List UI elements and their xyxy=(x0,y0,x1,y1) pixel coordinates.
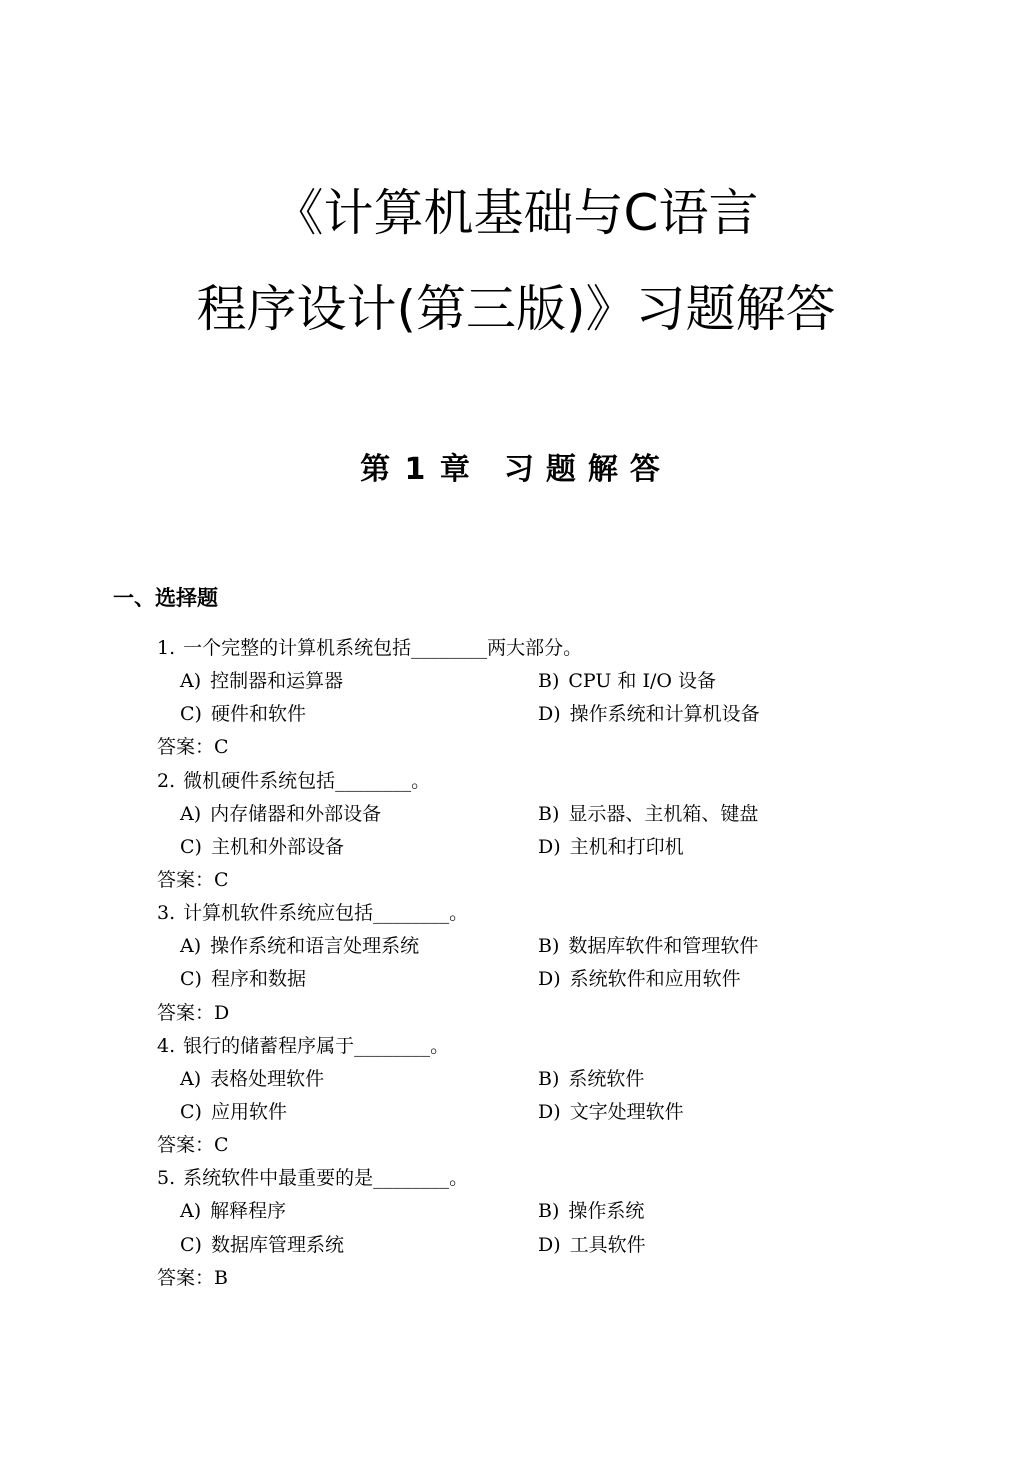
answer-line: 答案：C xyxy=(157,868,229,891)
question-stem xyxy=(0,1030,1032,1063)
question-text: 计算机软件系统应包括________。 xyxy=(183,902,469,925)
option-a: A) 控制器和运算器 xyxy=(180,670,344,693)
chapter-number: 第 1 章 xyxy=(360,452,472,487)
book-title-line-2: 程序设计(第三版)》习题解答 xyxy=(196,280,836,338)
book-title-line-1: 《计算机基础与C语言 xyxy=(273,184,759,242)
option-row xyxy=(0,930,1032,963)
question-stem xyxy=(0,765,1032,798)
answer-line: 答案：D xyxy=(157,1001,230,1024)
question-text: 微机硬件系统包括________。 xyxy=(183,769,431,792)
option-d: D) 工具软件 xyxy=(538,1233,646,1256)
answer-line: 答案：B xyxy=(157,1266,228,1289)
question-text: 银行的储蓄程序属于________。 xyxy=(183,1034,450,1057)
option-c: C) 程序和数据 xyxy=(180,968,306,991)
option-a: A) 内存储器和外部设备 xyxy=(180,802,382,825)
option-a: A) 解释程序 xyxy=(180,1200,287,1223)
option-row xyxy=(0,831,1032,864)
option-b: B) 操作系统 xyxy=(538,1200,645,1223)
chapter-title xyxy=(0,450,1032,490)
option-b: B) CPU 和 I/O 设备 xyxy=(538,670,716,693)
answer-line: 答案：C xyxy=(157,736,229,759)
question-number: 3. xyxy=(157,902,176,925)
question-text: 系统软件中最重要的是________。 xyxy=(183,1167,469,1190)
section-heading: 一、选择题 xyxy=(113,586,218,610)
chapter-name: 习题解答 xyxy=(503,452,672,487)
option-row xyxy=(0,1096,1032,1129)
option-b: B) 显示器、主机箱、键盘 xyxy=(538,802,759,825)
answer-line: 答案：C xyxy=(157,1134,229,1157)
option-row xyxy=(0,798,1032,831)
question-stem xyxy=(0,1162,1032,1195)
option-row xyxy=(0,1195,1032,1228)
option-row xyxy=(0,665,1032,698)
option-row xyxy=(0,1229,1032,1262)
question-text: 一个完整的计算机系统包括________两大部分。 xyxy=(183,637,583,659)
option-row xyxy=(0,963,1032,996)
question-number: 5. xyxy=(157,1167,176,1190)
option-c: C) 数据库管理系统 xyxy=(180,1233,344,1256)
option-d: D) 主机和打印机 xyxy=(538,835,684,858)
option-d: D) 文字处理软件 xyxy=(538,1100,684,1123)
question-stem xyxy=(0,632,1032,665)
question-number: 2. xyxy=(157,769,176,792)
option-d: D) 操作系统和计算机设备 xyxy=(538,703,760,726)
option-c: C) 硬件和软件 xyxy=(180,703,306,726)
option-a: A) 操作系统和语言处理系统 xyxy=(180,935,420,958)
option-b: B) 数据库软件和管理软件 xyxy=(538,935,759,958)
option-row xyxy=(0,698,1032,731)
question-list xyxy=(0,632,1032,1295)
option-row xyxy=(0,1063,1032,1096)
question-number: 1. xyxy=(157,637,176,659)
option-d: D) 系统软件和应用软件 xyxy=(538,968,741,991)
question-stem xyxy=(0,897,1032,930)
option-c: C) 应用软件 xyxy=(180,1100,287,1123)
option-c: C) 主机和外部设备 xyxy=(180,835,344,858)
question-number: 4. xyxy=(157,1034,176,1057)
option-a: A) 表格处理软件 xyxy=(180,1067,325,1090)
option-b: B) 系统软件 xyxy=(538,1067,645,1090)
